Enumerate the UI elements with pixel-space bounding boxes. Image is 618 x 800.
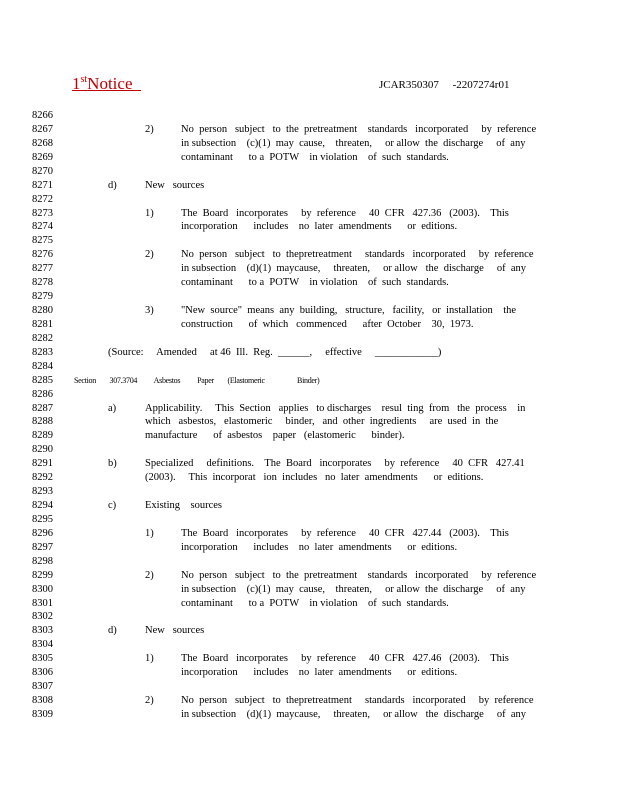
line-text: Existing sources <box>145 500 222 512</box>
line-number: 8291 <box>32 458 53 470</box>
notice-superscript: st <box>80 74 88 85</box>
line-number: 8305 <box>32 653 53 665</box>
line-text: contaminant to a POTW in violation of such standards. <box>181 151 449 163</box>
item-marker: 1) <box>145 527 154 539</box>
line-number: 8290 <box>32 444 53 456</box>
line-number: 8297 <box>32 541 53 553</box>
line-number: 8299 <box>32 569 53 581</box>
line-text: incorporation includes no later amendments or editions. <box>181 221 458 233</box>
section-heading: Section 307.3704 Asbestos Paper (Elastomeric Binder) <box>74 375 320 385</box>
line-number: 8287 <box>32 402 53 414</box>
document-code: JCAR350307 -2207274r01 <box>379 79 510 91</box>
line-number: 8308 <box>32 695 53 707</box>
line-number: 8292 <box>32 472 53 484</box>
line-text: incorporation includes no later amendments or editions. <box>181 667 458 679</box>
line-number: 8273 <box>32 207 53 219</box>
line-text: contaminant to a POTW in violation of such standards. <box>181 277 449 289</box>
line-text: No person subject to the pretreatment standards incorporated by reference <box>181 569 537 581</box>
line-number: 8307 <box>32 681 53 693</box>
line-number: 8269 <box>32 151 53 163</box>
line-text: (2003). This incorporat ion includes no later amendments or editions. <box>145 472 484 484</box>
line-number: 8275 <box>32 235 53 247</box>
line-number: 8285 <box>32 374 53 386</box>
line-text: construction of which commenced after October 30, 1973. <box>181 318 474 330</box>
line-number: 8271 <box>32 179 53 191</box>
item-marker: d) <box>108 625 117 637</box>
item-marker: 2) <box>145 249 154 261</box>
line-number: 8276 <box>32 249 53 261</box>
line-text: incorporation includes no later amendments or editions. <box>181 541 458 553</box>
line-number: 8303 <box>32 625 53 637</box>
line-number: 8286 <box>32 388 53 400</box>
line-number: 8270 <box>32 165 53 177</box>
line-number: 8281 <box>32 318 53 330</box>
item-marker: d) <box>108 179 117 191</box>
line-number: 8301 <box>32 597 53 609</box>
item-marker: 2) <box>145 569 154 581</box>
line-number: 8294 <box>32 500 53 512</box>
notice-word: Notice <box>87 74 133 93</box>
line-number: 8274 <box>32 221 53 233</box>
line-number: 8288 <box>32 416 53 428</box>
line-text: Applicability. This Section applies to discharges resul ting from the process in <box>145 402 526 414</box>
line-text: The Board incorporates by reference 40 CFR 427.36 (2003). This <box>181 207 509 219</box>
item-marker: b) <box>108 458 117 470</box>
line-text: which asbestos, elastomeric binder, and other ingredients are used in the <box>145 416 499 428</box>
line-text: in subsection (d)(1) maycause, threaten, or allow the discharge of any <box>181 708 527 720</box>
line-number: 8282 <box>32 332 53 344</box>
item-marker: 2) <box>145 123 154 135</box>
line-number: 8277 <box>32 263 53 275</box>
item-marker: a) <box>108 402 117 414</box>
line-number: 8284 <box>32 360 53 372</box>
line-number: 8272 <box>32 193 53 205</box>
item-marker: 1) <box>145 653 154 665</box>
line-number: 8283 <box>32 346 53 358</box>
line-number: 8302 <box>32 611 53 623</box>
line-text: "New source" means any building, structure, facility, or installation the <box>181 305 517 317</box>
line-number: 8280 <box>32 305 53 317</box>
line-text: No person subject to the pretreatment standards incorporated by reference <box>181 123 537 135</box>
line-number: 8267 <box>32 123 53 135</box>
line-text: Specialized definitions. The Board incorporates by reference 40 CFR 427.41 <box>145 458 525 470</box>
item-marker: 3) <box>145 305 154 317</box>
line-text: in subsection (c)(1) may cause, threaten, or allow the discharge of any <box>181 583 526 595</box>
line-number: 8289 <box>32 430 53 442</box>
line-number: 8295 <box>32 513 53 525</box>
line-text: manufacture of asbestos paper (elastomeric binder). <box>145 430 405 442</box>
line-text: in subsection (d)(1) maycause, threaten, or allow the discharge of any <box>181 263 527 275</box>
line-number: 8293 <box>32 486 53 498</box>
line-text: No person subject to thepretreatment standards incorporated by reference <box>181 695 534 707</box>
line-text: New sources <box>145 625 205 637</box>
line-number: 8279 <box>32 291 53 303</box>
line-text: in subsection (c)(1) may cause, threaten, or allow the discharge of any <box>181 137 526 149</box>
line-text: (Source: Amended at 46 Ill. Reg. ______, effective ____________) <box>108 346 442 358</box>
line-text: New sources <box>145 179 205 191</box>
notice-number: 1 <box>72 74 81 93</box>
line-text: The Board incorporates by reference 40 CFR 427.46 (2003). This <box>181 653 509 665</box>
line-number: 8306 <box>32 667 53 679</box>
line-number: 8300 <box>32 583 53 595</box>
line-number: 8304 <box>32 639 53 651</box>
line-text: No person subject to thepretreatment standards incorporated by reference <box>181 249 534 261</box>
line-number: 8268 <box>32 137 53 149</box>
item-marker: 2) <box>145 695 154 707</box>
item-marker: 1) <box>145 207 154 219</box>
item-marker: c) <box>108 500 117 512</box>
line-text: The Board incorporates by reference 40 CFR 427.44 (2003). This <box>181 527 509 539</box>
line-number: 8266 <box>32 110 53 121</box>
line-number: 8298 <box>32 555 53 567</box>
line-text: contaminant to a POTW in violation of such standards. <box>181 597 449 609</box>
line-number: 8309 <box>32 708 53 720</box>
line-number: 8296 <box>32 527 53 539</box>
line-number: 8278 <box>32 277 53 289</box>
